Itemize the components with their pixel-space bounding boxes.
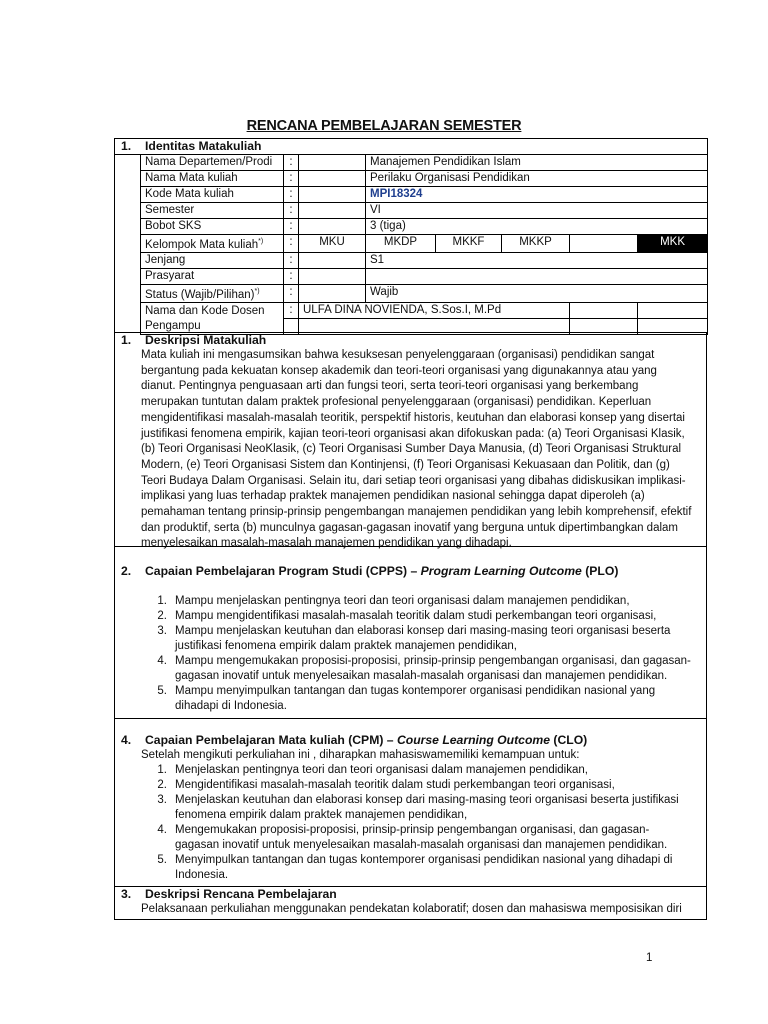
list-item: 4. Mampu mengemukakan proposisi-proposisi, prinsip-prinsip pengembangan organisasi, dan gagasan- gagasan inovatif untuk menyelesaikan masalah-masalah organisasi dan manajemen pendidikan. — [157, 655, 691, 682]
identity-row — [115, 187, 708, 203]
identity-row-lecturer — [115, 302, 708, 318]
colon: : — [284, 284, 299, 302]
colon: : — [284, 219, 299, 235]
colon: : — [284, 252, 299, 268]
identity-row — [115, 155, 708, 171]
colon: : — [284, 268, 299, 284]
identity-heading: 1. Identitas Matakuliah — [115, 139, 708, 155]
list-item: 1. Menjelaskan pentingnya teori dan teori organisasi dalam manajemen pendidikan, — [157, 764, 588, 776]
learning-plan-heading: 3. Deskripsi Rencana Pembelajaran — [121, 887, 337, 901]
course-description-heading: 1. Deskripsi Matakuliah — [121, 333, 267, 347]
group-mku: MKU — [299, 235, 366, 253]
group-mkk-selected: MKK — [638, 235, 708, 253]
list-item: 2. Mampu mengidentifikasi masalah-masalah teoritik dalam studi perkembangan teori organisasi, — [157, 610, 657, 622]
list-item: 3. Menjelaskan keutuhan dan elaborasi konsep dari masing-masing teori organisasi beserta justifikasi fenomena empirik dalam praktek manajemen pendidikan, — [157, 794, 679, 821]
group-mkkp: MKKP — [502, 235, 570, 253]
identity-row — [115, 268, 708, 284]
page-title: RENCANA PEMBELAJARAN SEMESTER — [246, 118, 522, 134]
row-label: Kode Mata kuliah — [141, 187, 284, 203]
course-code: MPI18324 — [366, 187, 708, 203]
identity-row — [115, 171, 708, 187]
row-value: S1 — [366, 252, 708, 268]
row-value — [366, 268, 708, 284]
colon: : — [284, 203, 299, 219]
list-item: 1. Mampu menjelaskan pentingnya teori dan teori organisasi dalam manajemen pendidikan, — [157, 595, 630, 607]
row-value: Perilaku Organisasi Pendidikan — [366, 171, 708, 187]
list-item: 4. Mengemukakan proposisi-proposisi, prinsip-prinsip pengembangan organisasi, dan gagasan- gagasan inovatif untuk menyelesaikan masalah-masalah organisasi dan manajemen pendidikan. — [157, 824, 668, 851]
row-label: Semester — [141, 203, 284, 219]
cpps-section — [114, 546, 707, 719]
row-label: Status (Wajib/Pilihan)*) — [141, 284, 284, 302]
list-item: 5. Mampu menyimpulkan tantangan dan tugas kontemporer organisasi pendidikan nasional yang dihadapi di Indonesia. — [157, 685, 656, 712]
identity-row-groups — [115, 235, 708, 253]
row-label: Bobot SKS — [141, 219, 284, 235]
cpps-heading: 2. Capaian Pembelajaran Program Studi (CPPS) – Program Learning Outcome (PLO) — [121, 564, 619, 578]
list-item: 5. Menyimpulkan tantangan dan tugas kontemporer organisasi pendidikan nasional yang dihadapi di Indonesia. — [157, 854, 673, 881]
cpm-list — [115, 763, 706, 883]
identity-row — [115, 219, 708, 235]
row-label: Kelompok Mata kuliah*) — [141, 235, 284, 253]
row-label: Jenjang — [141, 252, 284, 268]
colon: : — [284, 155, 299, 171]
row-value: VI — [366, 203, 708, 219]
course-description-section — [114, 332, 707, 550]
group-empty — [570, 235, 638, 253]
list-item: 3. Mampu menjelaskan keutuhan dan elaborasi konsep dari masing-masing teori organisasi beserta justifikasi fenomena empirik dalam praktek manajemen pendidikan, — [157, 625, 671, 652]
row-label: Nama Mata kuliah — [141, 171, 284, 187]
cpm-heading: 4. Capaian Pembelajaran Mata kuliah (CPM) – Course Learning Outcome (CLO) — [121, 733, 588, 747]
page-number: 1 — [646, 952, 653, 964]
learning-plan-section — [114, 886, 707, 920]
cpm-intro: Setelah mengikuti perkuliahan ini , diharapkan mahasiswamemiliki kemampuan untuk: — [141, 749, 580, 761]
identity-row — [115, 284, 708, 302]
colon: : — [284, 171, 299, 187]
learning-plan-text: Pelaksanaan perkuliahan menggunakan pendekatan kolaboratif; dosen dan mahasiswa memposisikan diri — [141, 903, 682, 915]
identity-row — [115, 252, 708, 268]
row-value: 3 (tiga) — [366, 219, 708, 235]
identity-table — [114, 138, 708, 335]
row-label: Nama Departemen/Prodi — [141, 155, 284, 171]
row-label: Nama dan Kode Dosen Pengampu — [141, 302, 284, 334]
colon: : — [284, 302, 299, 318]
row-value: Wajib — [366, 284, 708, 302]
list-item: 2. Mengidentifikasi masalah-masalah teoritik dalam studi perkembangan teori organisasi, — [157, 779, 615, 791]
row-label: Prasyarat — [141, 268, 284, 284]
identity-row — [115, 203, 708, 219]
course-description-text: Mata kuliah ini mengasumsikan bahwa kesuksesan penyelenggaraan (organisasi) pendidikan sangat bergantung pada kekuatan konsep akademik dan teori-teori organisasi yang digunakannya atau yang dianut. Pentingnya penguasaan arti dan fungsi teori, serta teori-teori organisasi yang berkembang merupakan tuntutan dalam praktek profesional penyelenggaraan (organisasi) pendidikan. Keperluan mengidentifikasi masalah-masalah teoritik, perspektif historis, keutuhan dan elaborasi konsep yang disertai justifikasi fenomena empirik, kajian teori-teori organisasi akan difokuskan pada: (a) Teori Organisasi Klasik, (b) Teori Organisasi NeoKlasik, (c) Teori Organisasi Sumber Daya Manusia, (d) Teori Organisasi Struktural Modern, (e) Teori Organisasi Sistem dan Kontinjensi, (f) Teori Organisasi Kekuasaan dan Politik, dan (g) Teori Budaya Dalam Organisasi. Selain itu, dari setiap teori organisasi yang dibahas didiskusikan implikasi- implikasi yang luas terhadap praktek manajemen pendidikan nasional sehingga dapat diperoleh (a) pemahaman tentang prinsip-prinsip pengembangan manajemen pendidikan yang lebih komprehensif, efektif dan produktif, serta (b) munculnya gagasan-gagasan inovatif yang berguna untuk dipertimbangkan dalam menyelesaikan masalah-masalah manajemen pendidikan yang dihadapi. — [141, 349, 692, 550]
cpps-list — [115, 594, 706, 714]
lecturer-name: ULFA DINA NOVIENDA, S.Sos.I, M.Pd — [299, 302, 570, 318]
colon: : — [284, 235, 299, 253]
cpm-section — [114, 718, 707, 887]
colon: : — [284, 187, 299, 203]
group-mkkf: MKKF — [436, 235, 502, 253]
row-value: Manajemen Pendidikan Islam — [366, 155, 708, 171]
group-mkdp: MKDP — [366, 235, 436, 253]
